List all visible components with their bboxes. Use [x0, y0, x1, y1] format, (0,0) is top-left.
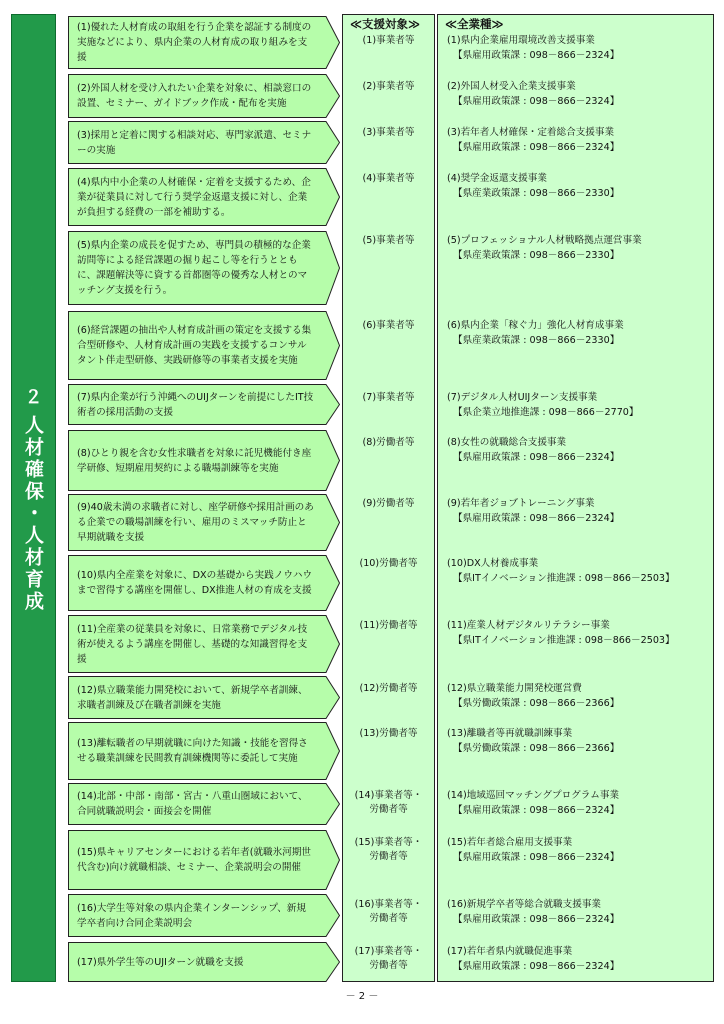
business-name: (17)若年者県内就職促進事業 — [447, 946, 573, 957]
category-number: ２ — [24, 387, 43, 408]
business-name: (15)若年者総合雇用支援事業 — [447, 837, 573, 848]
support-target: (7)事業者等 — [362, 392, 415, 403]
measure-description: (10)県内全産業を対象に、DXの基礎から実践ノウハウまで習得する講座を開催し、DX推進人材の育成を支援 — [77, 570, 313, 596]
business-name: (9)若年者ジョブトレーニング事業 — [447, 498, 595, 509]
business-entry — [447, 682, 712, 711]
business-name: (7)デジタル人材UIJターン支援事業 — [447, 392, 598, 403]
measure-description: (7)県内企業が行う沖縄へのUIJターンを前提にしたIT技術者の採用活動の支援 — [77, 391, 314, 418]
support-target: (14)事業者等・ 労働者等 — [354, 790, 423, 815]
support-target: (9)労働者等 — [362, 498, 415, 509]
support-target-header: ≪支援対象≫ — [350, 17, 421, 31]
business-name: (1)県内企業雇用環境改善支援事業 — [447, 35, 595, 46]
page-number: － 2 － — [345, 991, 379, 1002]
business-entry — [447, 80, 712, 109]
department-contact: 【県産業政策課 : 098－866－2330】 — [453, 187, 620, 199]
department-contact: 【県雇用政策課 : 098－866－2324】 — [453, 451, 620, 463]
support-target: (15)事業者等・ 労働者等 — [354, 837, 423, 862]
business-name: (10)DX人材養成事業 — [447, 558, 539, 569]
business-entry — [447, 234, 712, 263]
support-target: (3)事業者等 — [362, 127, 415, 138]
support-target: (17)事業者等・ 労働者等 — [354, 946, 423, 971]
measure-item — [68, 615, 340, 673]
measure-description: (16)大学生等対象の県内企業インターンシップ、新規学卒者向け合同企業説明会 — [77, 902, 306, 929]
department-contact: 【県雇用政策課 : 098－866－2324】 — [453, 141, 620, 153]
measure-description: (13)離転職者の早期就職に向けた知識・技能を習得させる職業訓練を民間教育訓練機関等に委託して実施 — [77, 738, 308, 764]
category-title: 人材確保・人材育成 — [22, 415, 44, 613]
measure-item — [68, 231, 340, 305]
support-target: (6)事業者等 — [362, 320, 415, 331]
business-name: (6)県内企業「稼ぐ力」強化人材育成事業 — [447, 320, 624, 331]
business-entry — [447, 497, 712, 526]
business-entry — [447, 619, 712, 648]
business-name: (12)県立職業能力開発校運営費 — [447, 683, 582, 694]
support-target: (13)労働者等 — [359, 728, 418, 739]
measure-description: (5)県内企業の成長を促すため、専門員の積極的な企業訪問等による経営課題の掘り起こし等を行うとともに、課題解決等に資する首都圏等の優秀な人材とのマッチング支援を行う。 — [77, 240, 311, 296]
measure-description: (4)県内中小企業の人材確保・定着を支援するため、企業が従業員に対して行う奨学金返還支援に対し、企業が負担する経費の一部を補助する。 — [77, 176, 311, 218]
measure-item — [68, 74, 340, 118]
measure-item — [68, 830, 340, 890]
category-sidebar — [11, 14, 56, 982]
support-target: (16)事業者等・ 労働者等 — [354, 899, 423, 924]
measure-item — [68, 676, 340, 719]
business-name: (4)奨学金返還支援事業 — [447, 173, 547, 184]
measure-item — [68, 311, 340, 380]
measure-description: (12)県立職業能力開発校において、新規学卒者訓練、求職者訓練及び在職者訓練を実施 — [77, 684, 308, 711]
business-entry — [447, 436, 712, 465]
department-contact: 【県労働政策課 : 098－866－2366】 — [453, 697, 620, 709]
measure-description: (2)外国人材を受け入れたい企業を対象に、相談窓口の設置、セミナー、ガイドブック作成・配布を実施 — [77, 83, 312, 109]
department-contact: 【県産業政策課 : 098－866－2330】 — [453, 334, 620, 346]
business-header: ≪全業種≫ — [445, 17, 504, 31]
measure-item — [68, 894, 340, 937]
measure-item — [68, 430, 340, 491]
support-target: (11)労働者等 — [359, 620, 418, 631]
department-contact: 【県雇用政策課 : 098－866－2324】 — [453, 512, 620, 524]
measure-item — [68, 494, 340, 551]
department-contact: 【県ITイノベーション推進課 : 098－866－2503】 — [453, 634, 675, 646]
department-contact: 【県雇用政策課 : 098－866－2324】 — [453, 49, 620, 61]
department-contact: 【県雇用政策課 : 098－866－2324】 — [453, 804, 620, 816]
measure-description: (8)ひとり親を含む女性求職者を対象に託児機能付き座学研修、短期雇用契約による職場訓練等を実施 — [77, 447, 312, 474]
department-contact: 【県雇用政策課 : 098－866－2324】 — [453, 95, 620, 107]
support-target: (1)事業者等 — [362, 35, 415, 46]
measure-description: (11)全産業の従業員を対象に、日常業務でデジタル技術が使えるよう講座を開催し、基礎的な知識習得を支援 — [77, 623, 308, 665]
measure-description: (15)県キャリアセンターにおける若年者(就職氷河期世代含む)向け就職相談、セミナー、企業説明会の開催 — [77, 847, 312, 873]
measure-item — [68, 16, 340, 69]
measure-item — [68, 384, 340, 425]
measure-item — [68, 722, 340, 780]
department-contact: 【県雇用政策課 : 098－866－2324】 — [453, 913, 620, 925]
measure-item — [68, 942, 340, 982]
measure-description: (14)北部・中部・南部・宮古・八重山圏域において、合同就職説明会・面接会を開催 — [77, 791, 308, 817]
business-entry — [447, 945, 712, 974]
measure-description: (1)優れた人材育成の取組を行う企業を認証する制度の実施などにより、県内企業の人材育成の取り組みを支援 — [77, 22, 312, 63]
business-entry — [447, 172, 712, 201]
business-entry — [447, 727, 712, 756]
business-entry — [447, 836, 712, 865]
measure-item — [68, 783, 340, 825]
support-target: (4)事業者等 — [362, 173, 415, 184]
business-name: (3)若年者人材確保・定着総合支援事業 — [447, 127, 615, 138]
support-target: (2)事業者等 — [362, 81, 415, 92]
business-name: (16)新規学卒者等総合就職支援事業 — [447, 899, 602, 910]
business-entry — [447, 391, 712, 420]
business-name: (8)女性の就職総合支援事業 — [447, 437, 567, 448]
support-target: (10)労働者等 — [359, 558, 418, 569]
measure-item — [68, 168, 340, 226]
measure-item — [68, 555, 340, 611]
business-entry — [447, 557, 712, 586]
measure-description: (17)県外学生等のUJIターン就職を支援 — [77, 956, 244, 968]
support-target: (5)事業者等 — [362, 235, 415, 246]
support-target: (12)労働者等 — [359, 683, 418, 694]
department-contact: 【県雇用政策課 : 098－866－2324】 — [453, 960, 620, 972]
business-name: (2)外国人材受入企業支援事業 — [447, 81, 576, 92]
support-target: (8)労働者等 — [362, 437, 415, 448]
measure-item — [68, 121, 340, 164]
business-name: (5)プロフェッショナル人材戦略拠点運営事業 — [447, 235, 642, 246]
business-name: (11)産業人材デジタルリテラシー事業 — [447, 620, 610, 631]
business-entry — [447, 319, 712, 348]
department-contact: 【県ITイノベーション推進課 : 098－866－2503】 — [453, 572, 675, 584]
business-entry — [447, 898, 712, 927]
department-contact: 【県雇用政策課 : 098－866－2324】 — [453, 851, 620, 863]
business-entry — [447, 126, 712, 155]
measure-description: (9)40歳未満の求職者に対し、座学研修や採用計画のある企業での職場訓練を行い、雇用のミスマッチ防止と早期就職を支援 — [77, 502, 314, 543]
business-entry — [447, 789, 712, 818]
business-name: (13)離職者等再就職訓練事業 — [447, 728, 573, 739]
business-name: (14)地域巡回マッチングプログラム事業 — [447, 790, 620, 801]
department-contact: 【県労働政策課 : 098－866－2366】 — [453, 742, 620, 754]
department-contact: 【県産業政策課 : 098－866－2330】 — [453, 249, 620, 261]
measure-description: (3)採用と定着に関する相談対応、専門家派遣、セミナーの実施 — [77, 129, 312, 156]
business-entry — [447, 34, 712, 63]
measure-description: (6)経営課題の抽出や人材育成計画の策定を支援する集合型研修や、人材育成計画の実践を支援するコンサルタント伴走型研修、実践研修等の事業者支援を実施 — [77, 325, 312, 366]
department-contact: 【県企業立地推進課 : 098－866－2770】 — [453, 406, 639, 418]
